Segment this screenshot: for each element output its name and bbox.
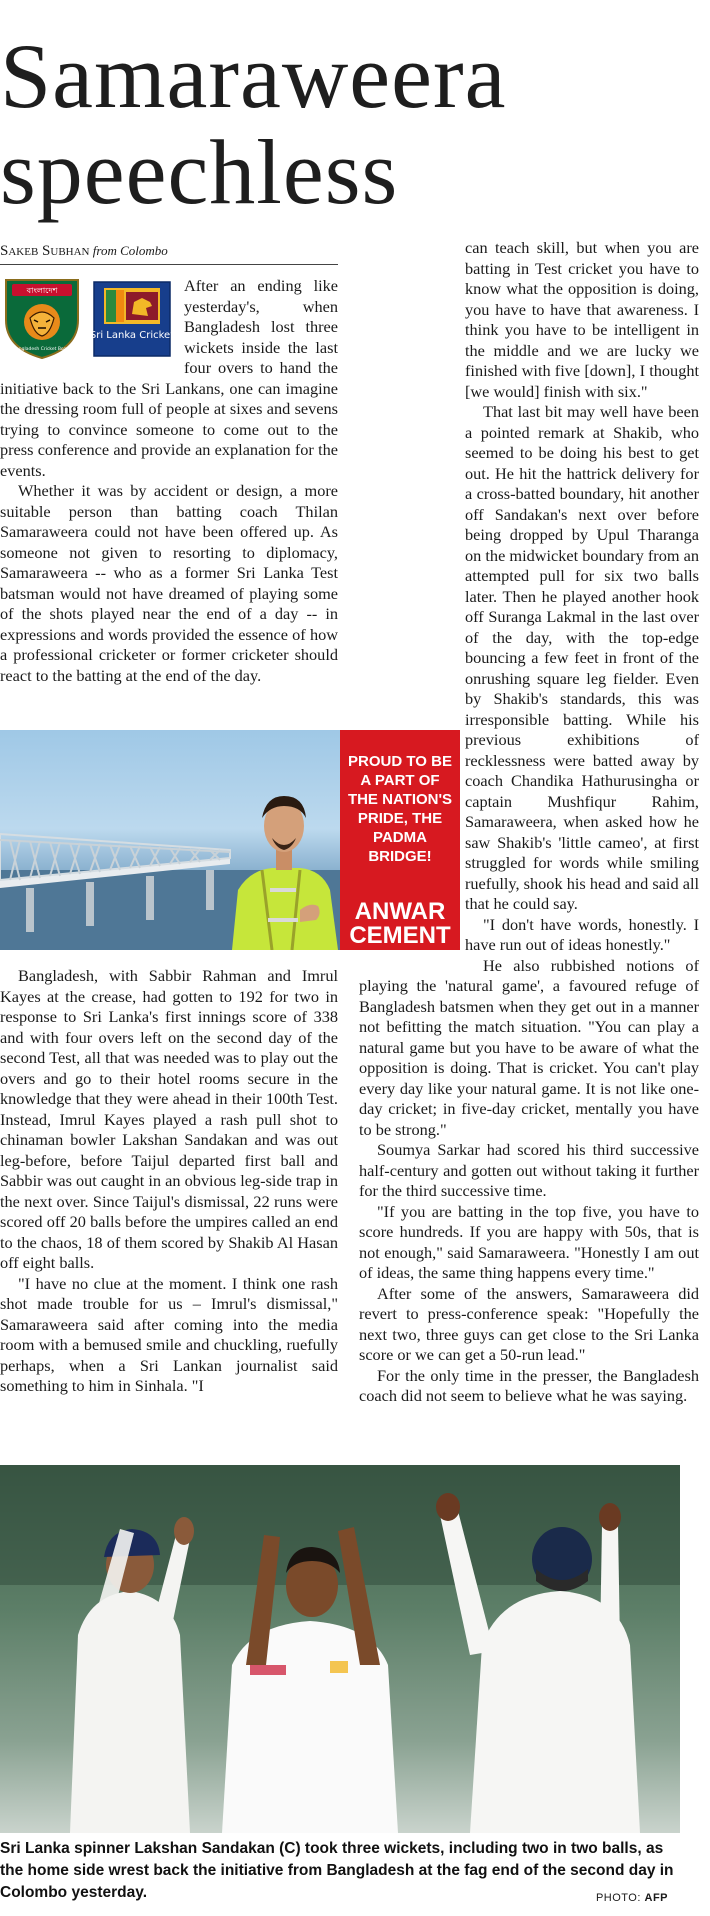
byline-divider [0,264,338,265]
photo-caption: Sri Lanka spinner Lakshan Sandakan (C) took three wickets, including two in two balls, as the home side wrest back the initiative from Bangladesh at the fag end of the second day in Colombo yesterday. [0,1840,674,1901]
article-paragraph-7: "I don't have words, honestly. I have run out of ideas honestly." [465,914,699,954]
article-paragraph-4: "I have no clue at the moment. I think one rash shot made trouble for us – Imrul's dismissal," Samaraweera said after coming into the media room with a bemused smile and chuckling, ruefully perhaps, when a Sri Lankan journalist said something to him in Sinhala. "I [0,1273,338,1395]
byline [0,243,168,260]
photo-credit-label: PHOTO: [595,1892,641,1904]
article-paragraph-2: Whether it was by accident or design, a more suitable person than batting coach Thilan Samaraweera could not have been offered up. As someone not given to resorting to diplomacy, Samaraweera -- who as a former Sri Lanka Test batsman would not have dreamed of playing some of the shots played near the end of a day -- in expressions and words provided the essence of how a professional cricketer or former cricketer should react to the batting at the end of the day. [0,481,338,685]
logo-float-spacer [0,276,184,360]
ad-brand-line2: CEMENT [349,922,451,949]
bangladesh-logo-text: বাংলাদেশ [26,286,58,295]
padma-bridge-illustration [0,730,340,950]
article-paragraph-8: He also rubbished notions of playing the 'natural game', a favoured refuge of Bangladesh batsmen when they get out in a manner not befitting the match situation. "You can play a natural game but you have to be aware of what the opposition is doing. That is cricket. You can't play every day like your natural game. It is not like one-day cricket; in five-day cricket, mentally you have to be strong." [359,955,699,1139]
photo-credit-source: AFP [644,1892,668,1904]
ad-float-spacer [359,710,465,960]
bangladesh-logo-subtext: Bangladesh Cricket Board [12,347,72,352]
cricketers-celebrating-image [0,1465,680,1833]
headline-line2: speechless [0,121,399,223]
sri-lanka-logo-text: Sri Lanka Cricket [89,330,175,341]
left-column-top [0,276,338,686]
article-paragraph-6: That last bit may well have been a pointed remark at Shakib, who seemed to be doing his best to get out. He hit the hattrick delivery for a cross-batted boundary, hit another off Sandakan's next over before being dropped by Upul Tharanga on the midwicket boundary from an attempted pull for six two balls later. Then he played another hook off Suranga Lakmal in the last over of the day, with the top-edge bouncing a few feet in front of the onrushing square leg fielder. Even by Shakib's standards, this was irresponsible batting. While his previous exhibitions of recklessness were batted away by coach Chandika Hathurusingha or captain Mushfiqur Rahim, Samaraweera, when asked how he saw Shakib's 'little cameo', at first struggled for words while smiling ruefully, shook his head and said all that he could say. [465,402,699,913]
article-paragraph-3: Bangladesh, with Sabbir Rahman and Imrul Kayes at the crease, had gotten to 192 for two in response to Sri Lanka's first innings score of 338 and with four overs left on the second day of the second Test, all that was needed was to play out the overs and go to their hotel rooms secure in the knowledge that they were ahead in their 100th Test. Instead, Imrul Kayes played a rash pull shot to chinaman bowler Lakshan Sandakan and was out leg-before, before Taijul departed first ball and Sabbir was out caught in an obvious leg-side trap in the next over. Since Taijul's dismissal, 22 runs were scored off 20 balls before the umpires called an end to the chaos, 18 of them scored by Shakib Al Hasan off eight balls. [0,966,338,1272]
left-column-bottom [0,966,338,1397]
ad-tagline: PROUD TO BE A PART OF THE NATION'S PRIDE, THE PADMA BRIDGE! [347,753,453,865]
ad-brand-line1: ANWAR [354,898,446,925]
headline [0,25,710,223]
article-paragraph-12: For the only time in the presser, the Bangladesh coach did not seem to believe what he was saying. [359,1365,699,1405]
match-photo [0,1465,680,1833]
article-paragraph-11: After some of the answers, Samaraweera did revert to press-conference speak: "Hopefully the next two, three guys can get close to the Sri Lanka score or we can get a 50-run lead." [359,1283,699,1364]
byline-author: Sakeb Subhan [0,243,90,259]
headline-line1: Samaraweera [0,25,507,127]
byline-location: from Colombo [92,243,168,258]
article-paragraph-10: "If you are batting in the top five, you have to score hundreds. If you are happy with 50s, that is not enough," said Samaraweera. "Honestly I am out of ideas, the same thing happens every time." [359,1201,699,1282]
photo-credit [596,1892,668,1904]
article-paragraph-9: Soumya Sarkar had scored his third successive half-century and gotten out without taking it further for the third successive time. [359,1140,699,1200]
right-column [359,238,699,1407]
article-paragraph-1: After an ending like yesterday's, when Bangladesh lost three wickets inside the last four overs to hand the initiative back to the Sri Lankans, one can imagine the dressing room full of people at sixes and sevens trying to convince someone to come out to the press conference and provide an explanation for the events. [0,276,338,480]
article-paragraph-5: can teach skill, but when you are batting in Test cricket you have to know what the opposition is doing, you have to have that awareness. I think you have to be intelligent in the middle and we are lucky we finished with five [down], I thought [we would] finish with six." [465,238,699,401]
